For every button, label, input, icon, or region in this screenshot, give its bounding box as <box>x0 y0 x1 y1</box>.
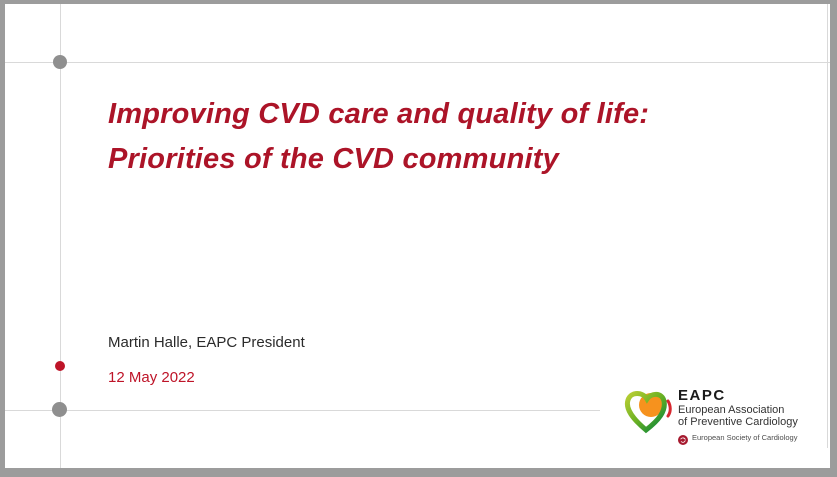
guide-vline-left <box>60 4 61 468</box>
esc-badge-icon <box>678 432 688 442</box>
slide-title-line1: Improving CVD care and quality of life: <box>108 98 650 130</box>
date-line: 12 May 2022 <box>108 369 195 386</box>
logo-org-line1: European Association <box>678 404 785 416</box>
slide-canvas <box>5 4 830 468</box>
gray-dot-bottom <box>52 402 67 417</box>
eapc-heart-icon <box>624 388 674 436</box>
guide-hline-middle <box>5 410 600 411</box>
guide-vline-right <box>827 4 828 448</box>
logo-org-line2: of Preventive Cardiology <box>678 416 798 428</box>
gray-dot-top <box>53 55 67 69</box>
logo-acronym: EAPC <box>678 387 726 404</box>
esc-branding-row <box>678 432 798 442</box>
eapc-logo <box>624 386 798 442</box>
esc-society-label: European Society of Cardiology <box>692 432 798 442</box>
slide-title <box>108 92 768 182</box>
slide-title-line2: Priorities of the CVD community <box>108 143 559 175</box>
eapc-logo-text <box>678 386 798 442</box>
author-line: Martin Halle, EAPC President <box>108 334 305 351</box>
guide-hline-top <box>5 62 830 63</box>
red-dot <box>55 361 65 371</box>
